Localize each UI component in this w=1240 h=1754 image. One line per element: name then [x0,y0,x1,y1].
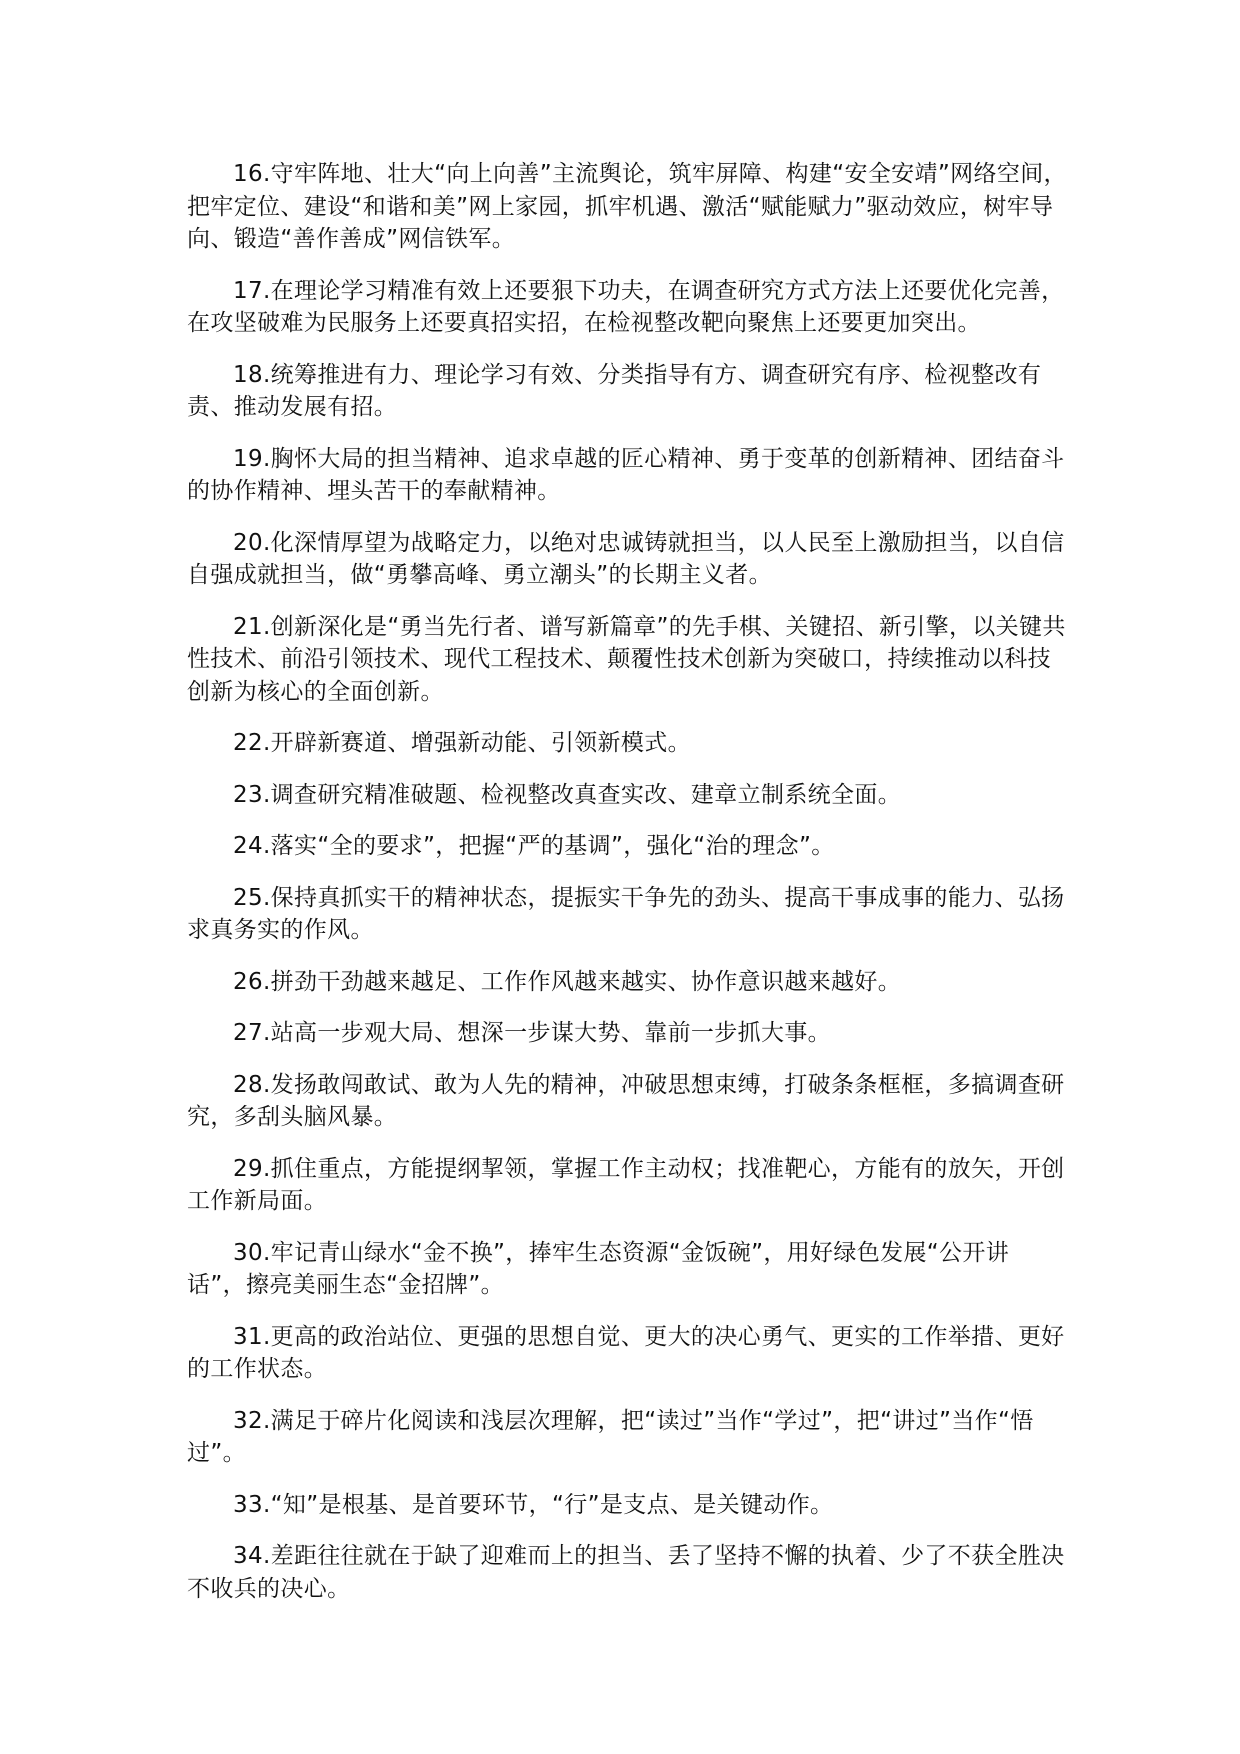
paragraph-26: 26.拼劲干劲越来越足、工作作风越来越实、协作意识越来越好。 [233,968,902,995]
paragraph-29: 29.抓住重点，方能提纲挈领，掌握工作主动权；找准靶心，方能有的放矢，开创工作新局面。 [187,1155,1065,1214]
paragraph-16: 16.守牢阵地、壮大“向上向善”主流舆论，筑牢屏障、构建“安全安靖”网络空间，把牢定位、建设“和谐和美”网上家园，抓牢机遇、激活“赋能赋力”驱动效应，树牢导向、锻造“善作善成”网信铁军。 [187,161,1067,252]
paragraph-24: 24.落实“全的要求”，把握“严的基调”，强化“治的理念”。 [233,833,835,859]
paragraph-25: 25.保持真抓实干的精神状态，提振实干争先的劲头、提高干事成事的能力、弘扬求真务实的作风。 [187,884,1065,943]
paragraph-32: 32.满足于碎片化阅读和浅层次理解，把“读过”当作“学过”，把“讲过”当作“悟过”。 [187,1407,1034,1466]
paragraph-22: 22.开辟新赛道、增强新动能、引领新模式。 [233,730,691,756]
paragraph-34: 34.差距往往就在于缺了迎难而上的担当、丢了坚持不懈的执着、少了不获全胜决不收兵的决心。 [187,1543,1065,1602]
paragraph-21: 21.创新深化是“勇当先行者、谱写新篇章”的先手棋、关键招、新引擎，以关键共性技术、前沿引领技术、现代工程技术、颠覆性技术创新为突破口，持续推动以科技创新为核心的全面创新。 [187,613,1066,705]
paragraph-28: 28.发扬敢闯敢试、敢为人先的精神，冲破思想束缚，打破条条框框，多搞调查研究，多刮头脑风暴。 [187,1071,1065,1130]
paragraph-19: 19.胸怀大局的担当精神、追求卓越的匠心精神、勇于变革的创新精神、团结奋斗的协作精神、埋头苦干的奉献精神。 [187,445,1065,504]
paragraph-31: 31.更高的政治站位、更强的思想自觉、更大的决心勇气、更实的工作举措、更好的工作状态。 [187,1323,1065,1382]
paragraph-27: 27.站高一步观大局、想深一步谋大势、靠前一步抓大事。 [233,1020,832,1046]
document-page [187,158,1067,1624]
paragraph-17: 17.在理论学习精准有效上还要狠下功夫，在调查研究方式方法上还要优化完善，在攻坚破难为民服务上还要真招实招，在检视整改靶向聚焦上还要更加突出。 [187,277,1065,336]
paragraph-23: 23.调查研究精准破题、检视整改真查实改、建章立制系统全面。 [233,781,902,808]
paragraph-18: 18.统筹推进有力、理论学习有效、分类指导有方、调查研究有序、检视整改有责、推动发展有招。 [187,361,1042,420]
paragraph-20: 20.化深情厚望为战略定力，以绝对忠诚铸就担当，以人民至上激励担当，以自信自强成就担当，做“勇攀高峰、勇立潮头”的长期主义者。 [187,529,1065,588]
paragraph-33: 33.“知”是根基、是首要环节，“行”是支点、是关键动作。 [233,1491,834,1518]
paragraph-30: 30.牢记青山绿水“金不换”，捧牢生态资源“金饭碗”，用好绿色发展“公开讲话”，擦亮美丽生态“金招牌”。 [187,1239,1010,1298]
